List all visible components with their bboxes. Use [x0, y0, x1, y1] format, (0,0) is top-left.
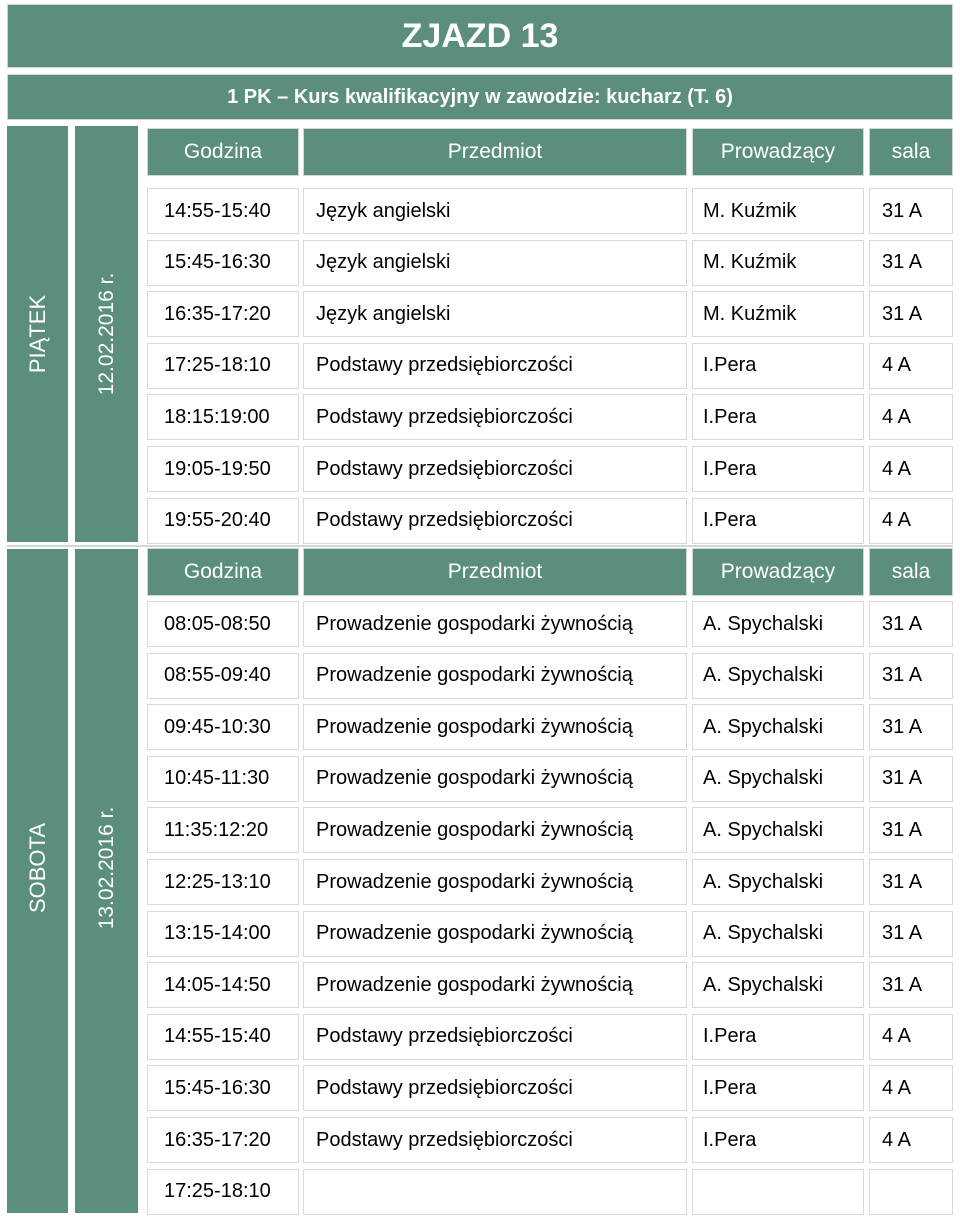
room-cell: 31 A — [869, 240, 953, 286]
teacher-cell: A. Spychalski — [692, 911, 864, 957]
teacher-cell: A. Spychalski — [692, 807, 864, 853]
subject-cell — [303, 1169, 687, 1215]
day-column-saturday — [7, 549, 68, 1213]
table-row — [147, 601, 953, 649]
course-subtitle: 1 PK – Kurs kwalifikacyjny w zawodzie: kucharz (T. 6) — [7, 74, 953, 120]
teacher-cell: I.Pera — [692, 343, 864, 389]
time-cell: 11:35:12:20 — [147, 807, 299, 853]
room-cell: 4 A — [869, 446, 953, 492]
page-title: ZJAZD 13 — [7, 4, 953, 68]
time-cell: 17:25-18:10 — [147, 343, 299, 389]
table-row — [147, 394, 953, 442]
subject-cell: Podstawy przedsiębiorczości — [303, 1117, 687, 1163]
day-label: SOBOTA — [24, 822, 50, 913]
room-cell: 4 A — [869, 394, 953, 440]
teacher-cell: I.Pera — [692, 446, 864, 492]
room-cell: 31 A — [869, 601, 953, 647]
table-row — [147, 498, 953, 546]
table-header-friday — [147, 128, 953, 176]
time-cell: 16:35-17:20 — [147, 291, 299, 337]
teacher-cell: I.Pera — [692, 394, 864, 440]
header-teacher: Prowadzący — [692, 128, 864, 176]
header-room: sala — [869, 548, 953, 596]
room-cell: 31 A — [869, 188, 953, 234]
time-cell: 08:55-09:40 — [147, 653, 299, 699]
room-cell: 4 A — [869, 1117, 953, 1163]
table-row — [147, 343, 953, 391]
table-row — [147, 188, 953, 236]
subject-cell: Język angielski — [303, 188, 687, 234]
room-cell: 31 A — [869, 859, 953, 905]
subject-cell: Prowadzenie gospodarki żywnością — [303, 653, 687, 699]
teacher-cell: A. Spychalski — [692, 962, 864, 1008]
table-row — [147, 704, 953, 752]
subject-cell: Podstawy przedsiębiorczości — [303, 343, 687, 389]
time-cell: 14:55-15:40 — [147, 1014, 299, 1060]
room-cell: 4 A — [869, 1065, 953, 1111]
table-row — [147, 446, 953, 494]
subject-cell: Podstawy przedsiębiorczości — [303, 394, 687, 440]
header-time: Godzina — [147, 128, 299, 176]
subject-cell: Prowadzenie gospodarki żywnością — [303, 807, 687, 853]
table-row — [147, 1169, 953, 1217]
time-cell: 16:35-17:20 — [147, 1117, 299, 1163]
teacher-cell: M. Kuźmik — [692, 291, 864, 337]
teacher-cell: I.Pera — [692, 1117, 864, 1163]
table-row — [147, 1117, 953, 1165]
room-cell — [869, 1169, 953, 1215]
table-row — [147, 756, 953, 804]
subject-cell: Podstawy przedsiębiorczości — [303, 446, 687, 492]
subject-cell: Prowadzenie gospodarki żywnością — [303, 704, 687, 750]
teacher-cell: M. Kuźmik — [692, 188, 864, 234]
table-row — [147, 962, 953, 1010]
day-label: PIĄTEK — [24, 294, 50, 374]
header-subject: Przedmiot — [303, 128, 687, 176]
time-cell: 08:05-08:50 — [147, 601, 299, 647]
room-cell: 31 A — [869, 807, 953, 853]
subject-cell: Język angielski — [303, 240, 687, 286]
room-cell: 31 A — [869, 756, 953, 802]
table-row — [147, 1065, 953, 1113]
teacher-cell: A. Spychalski — [692, 756, 864, 802]
header-subject: Przedmiot — [303, 548, 687, 596]
teacher-cell: A. Spychalski — [692, 859, 864, 905]
table-row — [147, 291, 953, 339]
time-cell: 14:05-14:50 — [147, 962, 299, 1008]
subject-cell: Prowadzenie gospodarki żywnością — [303, 756, 687, 802]
teacher-cell — [692, 1169, 864, 1215]
subject-cell: Język angielski — [303, 291, 687, 337]
time-cell: 12:25-13:10 — [147, 859, 299, 905]
time-cell: 19:55-20:40 — [147, 498, 299, 544]
subject-cell: Prowadzenie gospodarki żywnością — [303, 601, 687, 647]
subject-cell: Podstawy przedsiębiorczości — [303, 498, 687, 544]
time-cell: 15:45-16:30 — [147, 240, 299, 286]
room-cell: 31 A — [869, 911, 953, 957]
day-separator — [7, 545, 953, 547]
time-cell: 15:45-16:30 — [147, 1065, 299, 1111]
time-cell: 13:15-14:00 — [147, 911, 299, 957]
teacher-cell: I.Pera — [692, 498, 864, 544]
time-cell: 19:05-19:50 — [147, 446, 299, 492]
subject-cell: Podstawy przedsiębiorczości — [303, 1014, 687, 1060]
time-cell: 10:45-11:30 — [147, 756, 299, 802]
table-row — [147, 807, 953, 855]
room-cell: 4 A — [869, 1014, 953, 1060]
room-cell: 31 A — [869, 962, 953, 1008]
table-row — [147, 911, 953, 959]
room-cell: 31 A — [869, 291, 953, 337]
time-cell: 18:15:19:00 — [147, 394, 299, 440]
table-header-saturday — [147, 548, 953, 596]
teacher-cell: I.Pera — [692, 1014, 864, 1060]
room-cell: 4 A — [869, 498, 953, 544]
time-cell: 17:25-18:10 — [147, 1169, 299, 1215]
table-row — [147, 1014, 953, 1062]
header-time: Godzina — [147, 548, 299, 596]
subject-cell: Prowadzenie gospodarki żywnością — [303, 962, 687, 1008]
day-column-friday — [7, 126, 68, 542]
date-label: 12.02.2016 r. — [94, 272, 118, 396]
table-row — [147, 653, 953, 701]
teacher-cell: A. Spychalski — [692, 601, 864, 647]
table-row — [147, 240, 953, 288]
teacher-cell: I.Pera — [692, 1065, 864, 1111]
teacher-cell: A. Spychalski — [692, 653, 864, 699]
header-room: sala — [869, 128, 953, 176]
subject-cell: Prowadzenie gospodarki żywnością — [303, 859, 687, 905]
room-cell: 31 A — [869, 653, 953, 699]
room-cell: 31 A — [869, 704, 953, 750]
time-cell: 14:55-15:40 — [147, 188, 299, 234]
room-cell: 4 A — [869, 343, 953, 389]
subject-cell: Prowadzenie gospodarki żywnością — [303, 911, 687, 957]
time-cell: 09:45-10:30 — [147, 704, 299, 750]
date-column-saturday — [75, 549, 138, 1213]
date-column-friday — [75, 126, 138, 542]
teacher-cell: A. Spychalski — [692, 704, 864, 750]
date-label: 13.02.2016 r. — [94, 806, 118, 930]
table-row — [147, 859, 953, 907]
teacher-cell: M. Kuźmik — [692, 240, 864, 286]
subject-cell: Podstawy przedsiębiorczości — [303, 1065, 687, 1111]
header-teacher: Prowadzący — [692, 548, 864, 596]
